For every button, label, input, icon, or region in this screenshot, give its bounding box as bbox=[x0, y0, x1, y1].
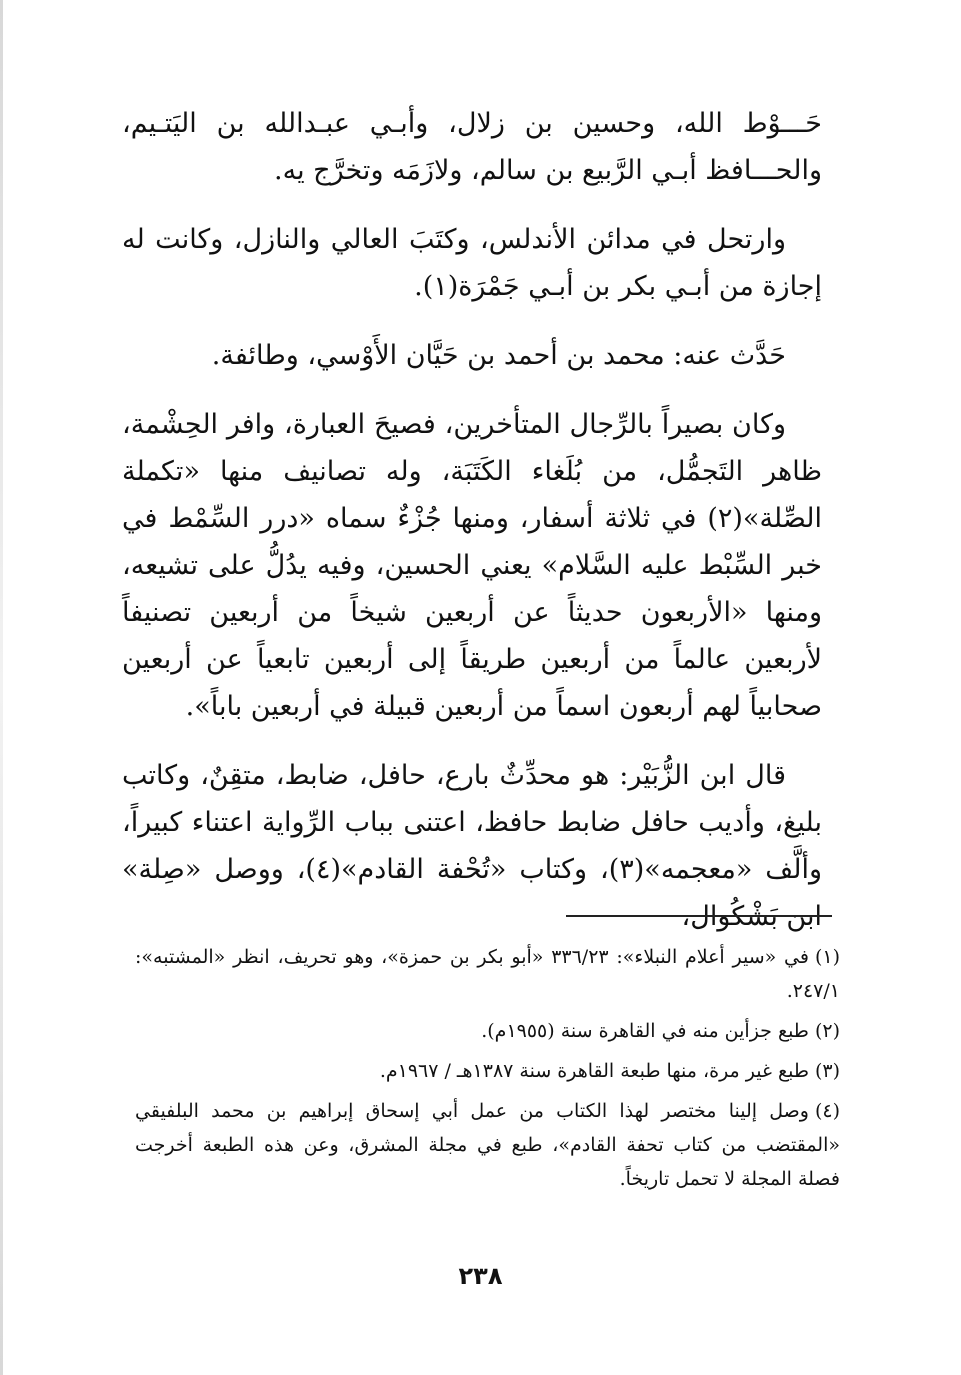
paragraph-4: وكان بصيراً بالرِّجال المتأخرين، فصيحَ العبارة، وافر الحِشْمة، ظاهر التَجمُّل، من بُلَغاء الكَتَبَة، وله تصانيف منها «تكملة الصِّلة»(٢) في ثلاثة أسفار، ومنها جُزْءٌ سماه «درر السِّمْط في خبر السِّبْط عليه السَّلام» يعني الحسين، وفيه يدُلُّ على تشيعه، ومنها «الأربعون حديثاً عن أربعين شيخاً من أربعين تصنيفاً لأربعين عالماً من أربعين طريقاً إلى أربعين تابعياً عن أربعين صحابياً لهم أربعون اسماً من أربعين قبيلة في أربعين باباً». bbox=[122, 409, 822, 722]
page-number: ٢٣٨ bbox=[458, 1262, 503, 1290]
footnote-text: في «سير أعلام النبلاء»: ٣٣٦/٢٣ «أبو بكر بن حمزة»، وهو تحريف، انظر «المشتبه»: ٢٤٧/١. bbox=[135, 946, 840, 1002]
footnote-number: (٣) bbox=[814, 1060, 840, 1082]
footnote-divider bbox=[566, 915, 832, 917]
footnote-number: (١) bbox=[814, 946, 840, 968]
footnotes bbox=[135, 940, 840, 1202]
main-text bbox=[122, 100, 822, 962]
paragraph-5: قال ابن الزُّبَيْر: هو محدِّثٌ بارع، حافل، ضابط، متقِنٌ، وكاتب بليغ، وأديب حافل ضابط حافظ، اعتنى بباب الرِّواية اعتناء كبيراً، وألَّف «معجمه»(٣)، وكتاب «تُحْفة القادم»(٤)، ووصل «صِلة» ابن بَشْكُوال، bbox=[122, 760, 822, 932]
footnote-number: (٢) bbox=[814, 1020, 840, 1042]
footnote-number: (٤) bbox=[814, 1100, 840, 1122]
footnote-2 bbox=[135, 1014, 840, 1048]
paragraph-2: وارتحل في مدائن الأندلس، وكتَبَ العالي والنازل، وكانت له إجازة من أبـي بكر بن أبـي جَمْرَة(١). bbox=[122, 224, 822, 302]
paragraph-1: حَـــوْط الله، وحسين بن زلال، وأبـي عبـدالله بن اليَتـيم، والحـــافظ أبـي الرَّبيع بن سالم، ولازَمَه وتخرَّج يه. bbox=[122, 108, 822, 186]
footnote-text: طبع جزأين منه في القاهرة سنة (١٩٥٥م). bbox=[481, 1020, 809, 1042]
scan-edge bbox=[0, 0, 3, 1375]
footnote-text: طبع غير مرة، منها طبعة القاهرة سنة ١٣٨٧هـ / ١٩٦٧م. bbox=[379, 1060, 809, 1082]
footnote-1 bbox=[135, 940, 840, 1008]
footnote-text: وصل إلينا مختصر لهذا الكتاب من عمل أبي إسحاق إبراهيم بن محمد البلفيقي «المقتضب من كتاب تحفة القادم»، طبع في مجلة المشرق، وعن هذه الطبعة أخرجت فصلة المجلة لا تحمل تاريخاً. bbox=[135, 1100, 840, 1190]
paragraph-3: حَدَّث عنه: محمد بن أحمد بن حَيَّان الأَوْسي، وطائفة. bbox=[211, 340, 786, 371]
footnote-3 bbox=[135, 1054, 840, 1088]
footnote-4 bbox=[135, 1094, 840, 1196]
